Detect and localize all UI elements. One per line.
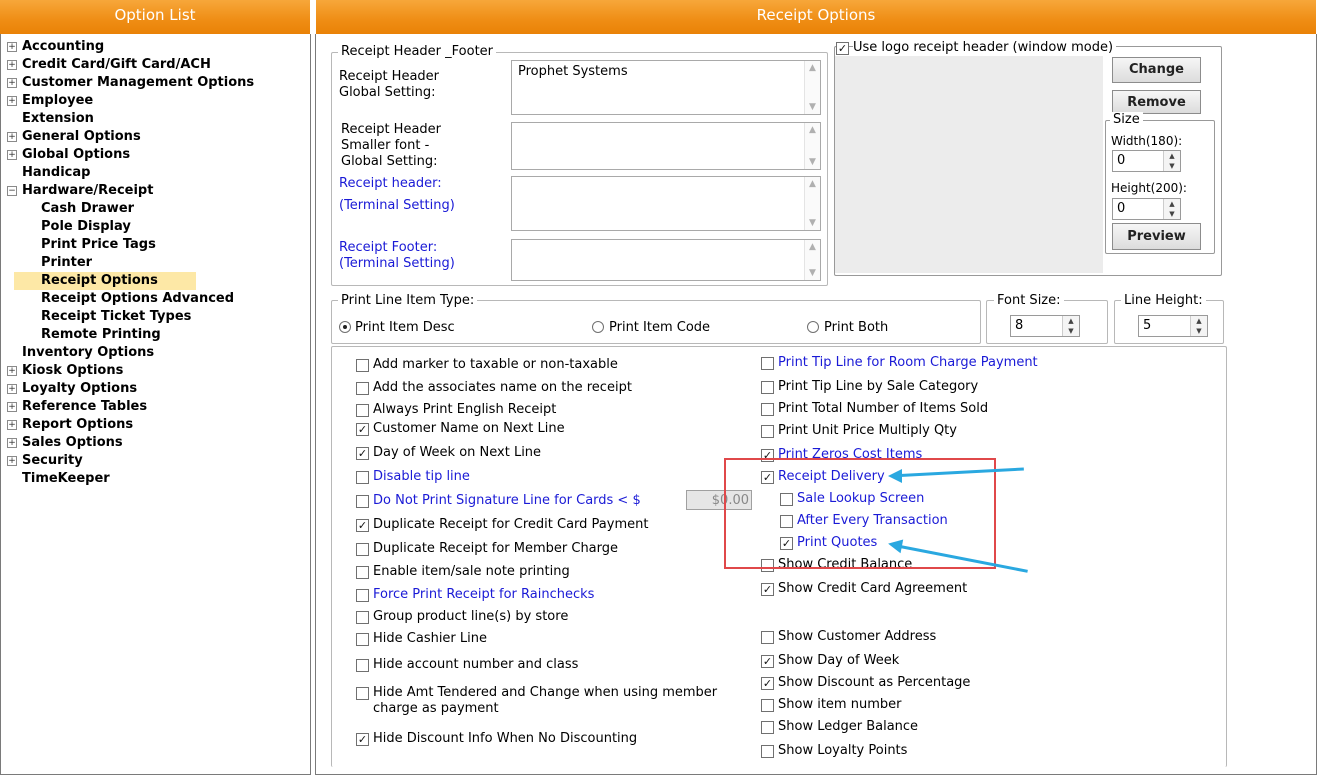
checkbox-checked[interactable]: ✓ — [762, 449, 773, 462]
checkbox[interactable] — [356, 589, 369, 602]
tree-item-label: Customer Management Options — [22, 75, 255, 90]
width-spinner[interactable] — [1112, 150, 1181, 172]
checkbox[interactable] — [761, 381, 774, 394]
tree-item[interactable] — [8, 38, 105, 56]
option-label: Show item number — [778, 697, 902, 712]
tree-item-label: Inventory Options — [22, 345, 155, 360]
tree-item[interactable] — [8, 434, 123, 452]
checkbox[interactable] — [356, 543, 369, 556]
checkbox[interactable] — [356, 659, 369, 672]
change-button[interactable]: Change — [1112, 57, 1201, 83]
checkbox[interactable] — [356, 404, 369, 417]
option-label: Print Unit Price Multiply Qty — [778, 423, 957, 438]
remove-button[interactable]: Remove — [1112, 90, 1201, 114]
terminal-header-label: Receipt header: — [339, 176, 442, 191]
option-label: Disable tip line — [373, 469, 470, 484]
option-label: Hide account number and class — [373, 657, 579, 672]
terminal-footer-label: Receipt Footer: — [339, 240, 438, 255]
checkbox-checked[interactable]: ✓ — [781, 537, 792, 550]
spinner-arrows[interactable]: ▲ ▼ — [1163, 199, 1180, 219]
option-label: Show Credit Card Agreement — [778, 581, 968, 596]
option-label: Do Not Print Signature Line for Cards < $ — [373, 493, 641, 508]
tree-item-label: Reference Tables — [22, 399, 148, 414]
global-header-label: Receipt Header Global Setting: — [339, 69, 440, 100]
size-legend: Size — [1110, 112, 1143, 127]
checkbox[interactable] — [356, 471, 369, 484]
terminal-footer-textarea[interactable] — [511, 239, 821, 281]
checkbox[interactable] — [761, 425, 774, 438]
tree-item-label: Credit Card/Gift Card/ACH — [22, 57, 211, 72]
tree-item[interactable] — [22, 164, 90, 182]
radio-print-item-code-label: Print Item Code — [609, 320, 711, 335]
option-label: Group product line(s) by store — [373, 609, 569, 624]
tree-item-label: Report Options — [22, 417, 134, 432]
option-label: Show Loyalty Points — [778, 743, 908, 758]
option-list-header: Option List — [0, 0, 310, 34]
option-label: Print Tip Line by Sale Category — [778, 379, 979, 394]
expand-icon[interactable]: + — [8, 42, 16, 52]
tree-item[interactable] — [41, 290, 234, 308]
header-footer-legend: Receipt Header _Footer — [338, 44, 496, 59]
tree-item[interactable] — [22, 344, 154, 362]
tree-item[interactable] — [8, 182, 154, 200]
use-logo-label: Use logo receipt header (window mode) — [853, 40, 1116, 55]
small-font-textarea[interactable] — [511, 122, 821, 170]
expand-icon[interactable]: + — [8, 456, 16, 466]
tree-item[interactable] — [41, 308, 191, 326]
annotation-arrow-head — [888, 469, 902, 483]
scrollbar[interactable]: ▲ ▼ — [804, 123, 820, 169]
tree-item[interactable] — [8, 56, 211, 74]
checkbox[interactable] — [356, 359, 369, 372]
tree-item[interactable] — [41, 254, 92, 272]
option-label: Enable item/sale note printing — [373, 564, 570, 579]
tree-item[interactable] — [8, 128, 141, 146]
option-label: Print Tip Line for Room Charge Payment — [778, 355, 1038, 370]
tree-item-label: Print Price Tags — [41, 237, 156, 252]
option-label: Duplicate Receipt for Member Charge — [373, 541, 619, 556]
spinner-arrows[interactable]: ▲ ▼ — [1062, 316, 1079, 336]
option-label: Hide Amt Tendered and Change when using member — [373, 685, 718, 700]
receipt-options-header: Receipt Options — [316, 0, 1316, 34]
tree-item[interactable] — [8, 146, 131, 164]
tree-item-label: Kiosk Options — [22, 363, 124, 378]
tree-item-label: Receipt Options Advanced — [41, 291, 235, 306]
tree-item-label: Employee — [22, 93, 94, 108]
option-label: Receipt Delivery — [778, 469, 885, 484]
checkbox-checked[interactable]: ✓ — [357, 447, 368, 460]
checkbox[interactable] — [761, 631, 774, 644]
signature-amount-value: $0.00 — [711, 493, 749, 508]
option-label: Sale Lookup Screen — [797, 491, 925, 506]
tree-item-label: Receipt Ticket Types — [41, 309, 192, 324]
checkbox[interactable] — [356, 633, 369, 646]
scrollbar[interactable]: ▲ ▼ — [804, 61, 820, 114]
height-label: Height(200): — [1111, 181, 1187, 195]
checkbox-checked[interactable]: ✓ — [762, 583, 773, 596]
checkbox[interactable] — [356, 611, 369, 624]
option-label: Customer Name on Next Line — [373, 421, 565, 436]
checkbox[interactable] — [356, 687, 369, 700]
tree-item-label: Remote Printing — [41, 327, 161, 342]
expand-icon[interactable]: + — [8, 384, 16, 394]
option-label: After Every Transaction — [797, 513, 948, 528]
checkbox-checked[interactable]: ✓ — [762, 471, 773, 484]
expand-icon[interactable]: + — [8, 402, 16, 412]
terminal-header-sublabel: (Terminal Setting) — [339, 198, 455, 213]
tree-item-label: Cash Drawer — [41, 201, 135, 216]
tree-item[interactable] — [41, 326, 161, 344]
tree-item-label: Printer — [41, 255, 93, 270]
option-label: Show Credit Balance — [778, 557, 913, 572]
tree-item-label: Receipt Options — [41, 273, 158, 288]
width-label: Width(180): — [1111, 134, 1183, 148]
option-label: Print Quotes — [797, 535, 878, 550]
checkbox[interactable] — [356, 382, 369, 395]
tree-item-label: TimeKeeper — [22, 471, 110, 486]
option-label: Show Day of Week — [778, 653, 900, 668]
tree-item-label: General Options — [22, 129, 141, 144]
collapse-icon[interactable]: − — [8, 186, 16, 196]
tree-item[interactable] — [8, 74, 255, 92]
checkbox[interactable] — [761, 699, 774, 712]
option-label: Force Print Receipt for Rainchecks — [373, 587, 595, 602]
checkbox-checked[interactable]: ✓ — [357, 519, 368, 532]
expand-icon[interactable]: + — [8, 60, 16, 70]
option-label: Duplicate Receipt for Credit Card Payment — [373, 517, 649, 532]
expand-icon[interactable]: + — [8, 420, 16, 430]
tree-item-label: Sales Options — [22, 435, 123, 450]
checkbox[interactable] — [356, 495, 369, 508]
radio-print-item-desc-label: Print Item Desc — [355, 320, 455, 335]
spinner-arrows[interactable]: ▲ ▼ — [1163, 151, 1180, 171]
scrollbar[interactable]: ▲ ▼ — [804, 177, 820, 230]
checkbox[interactable] — [761, 745, 774, 758]
checkbox-checked[interactable]: ✓ — [357, 733, 368, 746]
option-label: Hide Cashier Line — [373, 631, 488, 646]
radio-print-both-label: Print Both — [824, 320, 889, 335]
option-label: Always Print English Receipt — [373, 402, 557, 417]
expand-icon[interactable]: + — [8, 96, 16, 106]
tree-item-label: Handicap — [22, 165, 91, 180]
terminal-header-textarea[interactable] — [511, 176, 821, 231]
tree-item-label: Pole Display — [41, 219, 131, 234]
option-label: Hide Discount Info When No Discounting — [373, 731, 638, 746]
expand-icon[interactable]: + — [8, 78, 16, 88]
width-value: 0 — [1117, 153, 1126, 168]
checkbox[interactable] — [356, 566, 369, 579]
line-height-legend: Line Height: — [1121, 293, 1206, 308]
tree-item[interactable] — [8, 398, 148, 416]
tree-item[interactable] — [14, 272, 196, 290]
small-font-label: Receipt Header Smaller font - Global Setting: — [341, 122, 442, 169]
tree-item[interactable] — [41, 200, 134, 218]
option-label: Show Ledger Balance — [778, 719, 919, 734]
option-label: Show Customer Address — [778, 629, 937, 644]
option-label: charge as payment — [373, 701, 499, 716]
tree-item-label: Hardware/Receipt — [22, 183, 154, 198]
global-header-value: Prophet Systems — [518, 64, 628, 79]
spinner-arrows[interactable]: ▲ ▼ — [1190, 316, 1207, 336]
tree-item[interactable] — [8, 452, 83, 470]
checkbox-checked[interactable]: ✓ — [762, 655, 773, 668]
font-size-value: 8 — [1015, 318, 1024, 333]
option-label: Print Zeros Cost Items — [778, 447, 923, 462]
line-height-spinner[interactable] — [1138, 315, 1208, 337]
radio-print-item-desc[interactable] — [339, 321, 351, 333]
checkbox-checked[interactable]: ✓ — [762, 677, 773, 690]
logo-preview-area — [835, 56, 1103, 273]
checkbox[interactable] — [761, 403, 774, 416]
tree-item[interactable] — [8, 416, 134, 434]
radio-print-item-code[interactable] — [592, 321, 604, 333]
option-label: Print Total Number of Items Sold — [778, 401, 989, 416]
expand-icon[interactable]: + — [8, 132, 16, 142]
terminal-footer-sublabel: (Terminal Setting) — [339, 256, 455, 271]
tree-item[interactable] — [8, 380, 138, 398]
tree-item-label: Accounting — [22, 39, 105, 54]
tree-item[interactable] — [41, 236, 156, 254]
tree-item[interactable] — [22, 470, 110, 488]
tree-item-label: Global Options — [22, 147, 131, 162]
tree-item-label: Loyalty Options — [22, 381, 138, 396]
option-label: Add marker to taxable or non-taxable — [373, 357, 618, 372]
height-value: 0 — [1117, 201, 1126, 216]
tree-item[interactable] — [8, 362, 124, 380]
height-spinner[interactable] — [1112, 198, 1181, 220]
scrollbar[interactable]: ▲ ▼ — [804, 240, 820, 280]
tree-item[interactable] — [41, 218, 131, 236]
tree-item[interactable] — [22, 110, 94, 128]
use-logo-checkbox[interactable]: ✓ — [837, 42, 848, 55]
expand-icon[interactable]: + — [8, 438, 16, 448]
checkbox[interactable] — [761, 357, 774, 370]
tree-item-label: Security — [22, 453, 83, 468]
checkbox[interactable] — [761, 721, 774, 734]
preview-button[interactable]: Preview — [1112, 223, 1201, 250]
option-label: Add the associates name on the receipt — [373, 380, 632, 395]
option-label: Show Discount as Percentage — [778, 675, 971, 690]
global-header-textarea[interactable] — [511, 60, 821, 115]
checkbox-checked[interactable]: ✓ — [357, 423, 368, 436]
expand-icon[interactable]: + — [8, 150, 16, 160]
tree-item[interactable] — [8, 92, 94, 110]
expand-icon[interactable]: + — [8, 366, 16, 376]
font-size-legend: Font Size: — [994, 293, 1064, 308]
option-label: Day of Week on Next Line — [373, 445, 542, 460]
tree-item-label: Extension — [22, 111, 94, 126]
radio-print-both[interactable] — [807, 321, 819, 333]
line-height-value: 5 — [1143, 318, 1152, 333]
annotation-arrow-head — [887, 537, 903, 553]
line-item-type-legend: Print Line Item Type: — [338, 293, 477, 308]
font-size-spinner[interactable] — [1010, 315, 1080, 337]
annotation-highlight-box — [724, 458, 996, 569]
